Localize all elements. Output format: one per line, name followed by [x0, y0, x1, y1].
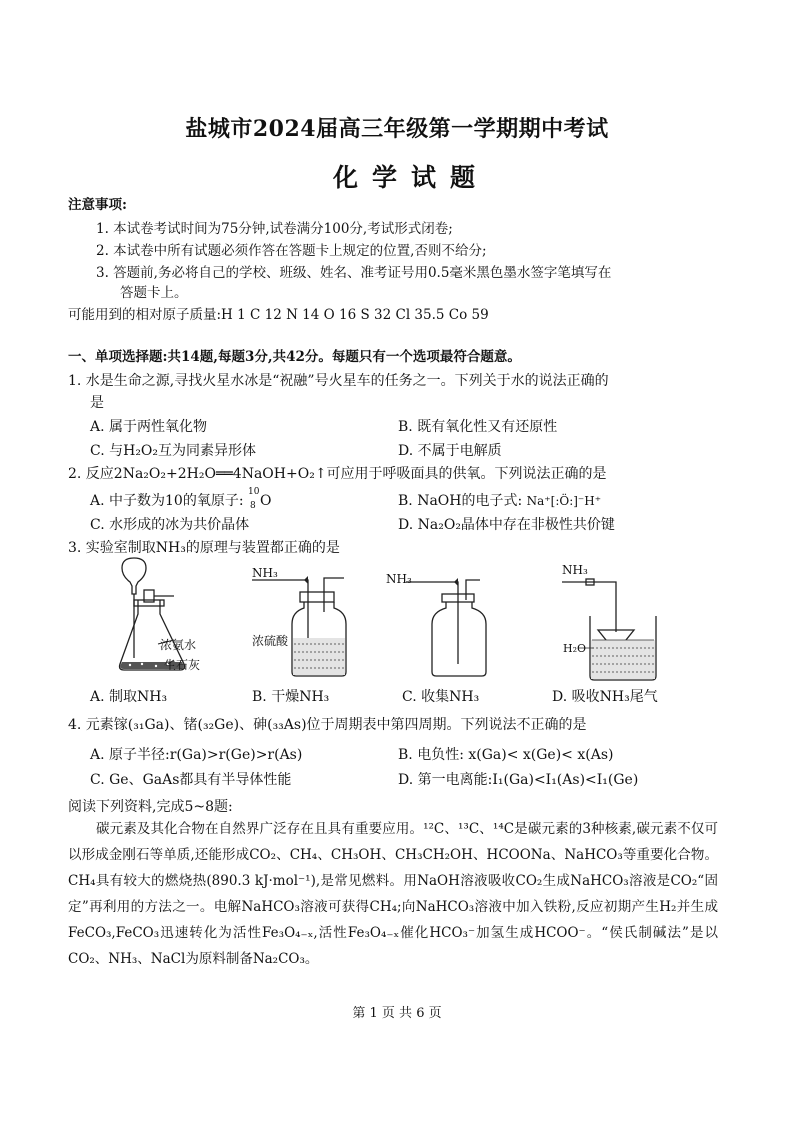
apparatus-c-collection-bottle-drawing	[404, 570, 494, 680]
question-3-option-d: D. 吸收NH₃尾气	[552, 689, 658, 705]
question-4-option-d: D. 第一电离能:I₁(Ga)<I₁(As)<I₁(Ge)	[398, 772, 639, 788]
notice-item-2: 2. 本试卷中所有试题必须作答在答题卡上规定的位置,否则不给分;	[96, 243, 487, 259]
apparatus-a-flask-drawing	[108, 556, 218, 681]
notice-item-1: 1. 本试卷考试时间为75分钟,试卷满分100分,考试形式闭卷;	[96, 221, 453, 237]
reading-passage: 碳元素及其化合物在自然界广泛存在且具有重要应用。¹²C、¹³C、¹⁴C是碳元素的3种核素,碳元素不仅可以形成金刚石等单质,还能形成CO₂、CH₄、CH₃OH、CH₃CH₂OH、HCOONa、NaHCO₃等重要化合物。CH₄具有较大的燃烧热(890.3 kJ·mol⁻¹),是常见燃料。用NaOH溶液吸收CO₂生成NaHCO₃溶液是CO₂“固定”再利用的方法之一。电解NaHCO₃溶液可获得CH₄;向NaHCO₃溶液中加入铁粉,反应初期产生H₂并生成FeCO₃,FeCO₃迅速转化为活性Fe₃O₄₋ₓ,活性Fe₃O₄₋ₓ催化HCO₃⁻加氢生成HCOO⁻。“侯氏制碱法”是以CO₂、NH₃、NaCl为原料制备Na₂CO₃。	[68, 821, 718, 967]
question-3-option-c: C. 收集NH₃	[402, 689, 480, 705]
notice-item-3: 3. 答题前,务必将自己的学校、班级、姓名、准考证号用0.5毫米黑色墨水签字笔填写在	[96, 265, 612, 281]
isotope-symbol: O	[260, 493, 272, 509]
naoh-electron-formula: Na⁺[:Ö:]⁻H⁺	[526, 494, 602, 508]
apparatus-b-drying-bottle-drawing	[248, 572, 358, 682]
isotope-mass-number: 10	[248, 487, 260, 497]
question-2-option-c: C. 水形成的冰为共价晶体	[90, 517, 250, 533]
section-heading: 一、单项选择题:共14题,每题3分,共42分。每题只有一个选项最符合题意。	[68, 349, 521, 365]
question-1-option-d: D. 不属于电解质	[398, 443, 502, 459]
question-4-option-c: C. Ge、GaAs都具有半导体性能	[90, 772, 292, 788]
question-3-option-b: B. 干燥NH₃	[252, 689, 330, 705]
question-4-option-b: B. 电负性: x(Ga)< x(Ge)< x(As)	[398, 747, 614, 763]
question-1-stem-cont: 是	[90, 395, 104, 411]
apparatus-d-beaker-drawing	[560, 572, 680, 682]
subject-title: 化学试题	[332, 163, 489, 192]
label-water: H₂O	[563, 642, 587, 655]
question-2-option-b-text: B. NaOH的电子式:	[398, 493, 523, 509]
label-concentrated-ammonia: 浓氨水	[160, 638, 197, 652]
label-nh3-inlet-c: NH₃	[386, 572, 412, 586]
page-footer: 第 1 页 共 6 页	[352, 1006, 442, 1021]
label-quicklime: 生石灰	[164, 658, 201, 672]
question-2-option-a	[90, 487, 272, 511]
label-nh3-inlet-d: NH₃	[562, 563, 588, 577]
label-concentrated-sulfuric-acid: 浓硫酸	[252, 634, 289, 648]
notice-heading: 注意事项:	[68, 197, 127, 213]
isotope-notation	[248, 487, 260, 511]
isotope-atomic-number: 8	[250, 501, 256, 511]
question-4-option-a: A. 原子半径:r(Ga)>r(Ge)>r(As)	[90, 747, 303, 763]
question-2-option-a-text: A. 中子数为10的氧原子:	[90, 493, 244, 509]
question-1-option-a: A. 属于两性氧化物	[90, 419, 208, 435]
notice-item-3-cont: 答题卡上。	[120, 285, 188, 301]
question-2-option-d: D. Na₂O₂晶体中存在非极性共价键	[398, 517, 615, 533]
reading-heading: 阅读下列资料,完成5~8题:	[68, 799, 233, 815]
question-1-option-b: B. 既有氧化性又有还原性	[398, 419, 558, 435]
question-3-stem: 3. 实验室制取NH₃的原理与装置都正确的是	[68, 540, 340, 556]
atomic-masses: 可能用到的相对原子质量:H 1 C 12 N 14 O 16 S 32 Cl 35.5 Co 59	[68, 307, 489, 323]
question-3-option-a: A. 制取NH₃	[90, 689, 168, 705]
question-2-stem: 2. 反应2Na₂O₂+2H₂O══4NaOH+O₂↑可应用于呼吸面具的供氧。下列说法正确的是	[68, 466, 607, 482]
question-2-option-b	[398, 490, 601, 510]
exam-title: 盐城市2024届高三年级第一学期期中考试	[185, 116, 609, 142]
label-nh3-inlet-b: NH₃	[252, 566, 278, 580]
question-4-stem: 4. 元素镓(₃₁Ga)、锗(₃₂Ge)、砷(₃₃As)位于周期表中第四周期。下列说法不正确的是	[68, 717, 587, 733]
question-1-option-c: C. 与H₂O₂互为同素异形体	[90, 443, 257, 459]
question-1-stem: 1. 水是生命之源,寻找火星水冰是“祝融”号火星车的任务之一。下列关于水的说法正确的	[68, 373, 609, 389]
